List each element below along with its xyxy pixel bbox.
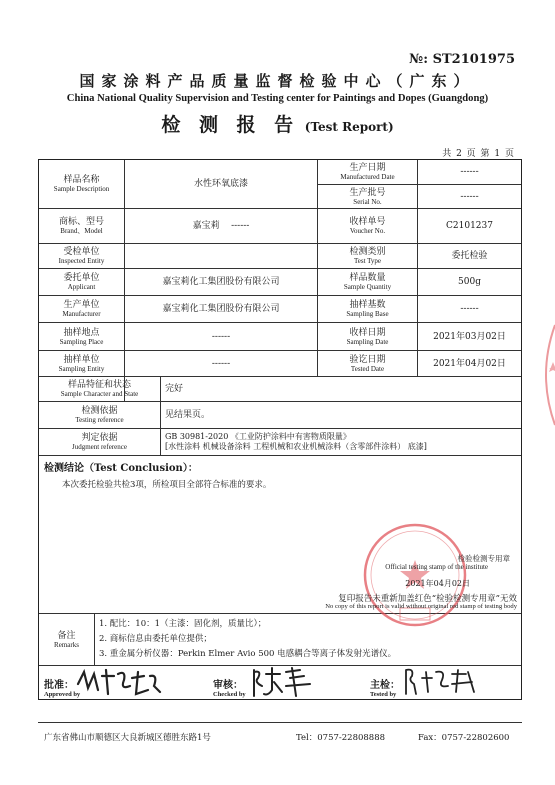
stamp-date: 2021年04月02日 [405,579,470,588]
value-character: 完好 [165,384,184,394]
footer-tel: Tel：0757-22808888 [296,733,386,743]
value-mfg-date: ------ [460,167,479,177]
value-voucher: C2101237 [446,221,493,231]
label-testing-ref: 检测依据 Testing reference [75,406,124,424]
edge-seal-icon [535,320,555,430]
label-test-type: 检测类别 Test Type [349,247,386,265]
copy-notice-cn: 复印报告未重新加盖红色“检验检测专用章”无效 [338,594,517,604]
tested-by: 主检： Tested by [370,680,400,698]
value-manufacturer: 嘉宝莉化工集团股份有限公司 [162,304,280,314]
label-tested-date: 验讫日期 Tested Date [349,354,386,373]
tester-signature-icon [402,664,482,698]
label-sampling-entity: 抽样单位 Sampling Entity [58,354,105,373]
page-indicator: 共 2 页 第 1 页 [442,149,515,159]
label-quantity: 样品数量 Sample Quantity [343,273,392,291]
remark-item: 3. 重金属分析仪器：Perkin Elmer Avio 500 电感耦合等离子体发射光谱仪。 [99,649,397,659]
label-sample-desc: 样品名称 Sample Description [53,175,110,193]
checker-signature-icon [250,664,320,700]
report-title-en: (Test Report) [304,120,394,134]
label-character: 样品特征和状态 Sample Character and State [60,380,139,398]
approved-by: 批准： Approved by [44,680,81,698]
value-serial: ------ [460,191,479,202]
value-judgment-ref: GB 30981-2020 《工业防护涂料中有害物质限量》 [水性涂料 机械设备涂料 工程机械和农业机械涂料（含零部件涂料） 底漆] [165,432,427,451]
value-sample-desc: 水性环氧底漆 [193,179,248,189]
label-remarks: 备注 Remarks [54,630,79,649]
label-judgment-ref: 判定依据 Judgment reference [72,433,127,451]
label-sampling-base: 抽样基数 Sampling Base [346,300,389,318]
label-applicant: 委托单位 Applicant [63,273,100,291]
label-inspected: 受检单位 Inspected Entity [58,247,105,265]
value-inspected [125,244,317,268]
label-voucher: 收样单号 Voucher No. [349,217,386,235]
report-title-cn: 检 测 报 告 [161,114,300,136]
report-title [0,110,555,137]
value-applicant: 嘉宝莉化工集团股份有限公司 [162,277,280,287]
remark-item: 1. 配比：10：1（主漆：固化剂，质量比）； [99,619,267,629]
checked-by: 审核： Checked by [213,680,246,698]
approver-signature-icon [74,666,164,698]
label-sampling-place: 抽样地点 Sampling Place [59,327,104,346]
value-sampling-entity: ------ [211,358,231,369]
center-title-cn: 国家涂料产品质量监督检验中心（广东） [79,72,476,90]
center-title-en: China National Quality Supervision and Testing center for Paintings and Dopes (Guangdong) [66,93,489,104]
value-sampling-place: ------ [211,331,231,342]
report-number: №: ST2101975 [409,52,515,67]
value-quantity: 500g [458,277,481,287]
value-sampling-base: ------ [460,304,479,314]
conclusion-text: 本次委托检验共检3项，所检项目全部符合标准的要求。 [62,480,272,490]
label-manufacturer: 生产单位 Manufacturer [62,300,101,318]
label-serial: 生产批号 Serial No. [349,187,386,206]
remark-item: 2. 商标信息由委托单位提供； [99,634,212,644]
value-test-type: 委托检验 [451,251,488,261]
conclusion-heading: 检测结论（Test Conclusion）： [44,463,198,474]
label-mfg-date: 生产日期 Manufactured Date [340,163,395,181]
stamp-label-cn: 检验检测专用章 [457,554,510,563]
value-brand: 嘉宝莉 ------ [192,221,250,231]
value-sampling-date: 2021年03月02日 [433,331,506,342]
stamp-label-en: Official testing stamp of the institute [385,563,488,571]
official-stamp-icon [360,520,470,630]
value-testing-ref: 见结果页。 [165,410,211,420]
label-sampling-date: 收样日期 Sampling Date [346,327,389,346]
copy-notice-en: No copy of this report is valid without original red stamp of testing body [325,603,517,610]
footer-address: 广东省佛山市顺德区大良新城区德胜东路1号 [44,733,211,743]
label-brand: 商标、型号 Brand、Model [58,217,104,235]
footer-fax: Fax：0757-22802600 [418,733,510,743]
value-tested-date: 2021年04月02日 [433,358,506,369]
